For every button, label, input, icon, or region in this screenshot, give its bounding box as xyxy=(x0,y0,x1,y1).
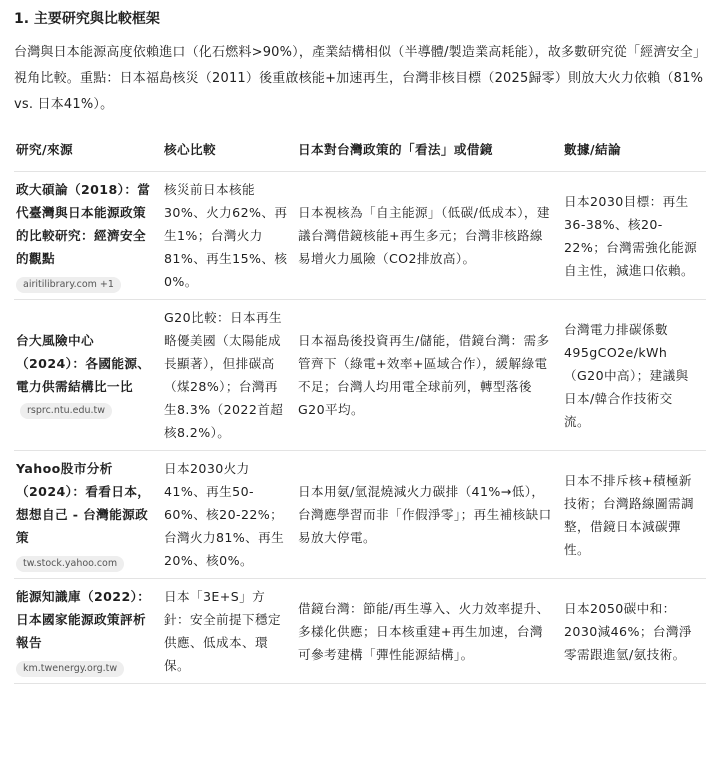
conclusion-cell: 台灣電力排碳係數495gCO2e/kWh（G20中高）；建議與日本/韓合作技術交流。 xyxy=(562,300,706,451)
study-cell xyxy=(14,300,162,451)
comparison-cell: 日本「3E+S」方針：安全前提下穩定供應、低成本、環保。 xyxy=(162,579,296,684)
header-data-conclusion: 數據/結論 xyxy=(562,132,706,172)
study-title: 台大風險中心（2024）：各國能源、電力供需結構比一比 xyxy=(16,333,151,394)
source-link[interactable]: rsprc.ntu.edu.tw xyxy=(20,403,112,419)
header-japan-view: 日本對台灣政策的「看法」或借鏡 xyxy=(296,132,562,172)
view-cell: 日本視核為「自主能源」（低碳/低成本），建議台灣借鏡核能+再生多元；台灣非核路線易增火力風險（CO2排放高）。 xyxy=(296,172,562,300)
study-cell xyxy=(14,451,162,579)
table-row xyxy=(14,579,706,684)
comparison-cell: 核災前日本核能30%、火力62%、再生1%；台灣火力81%、再生15%、核0%。 xyxy=(162,172,296,300)
conclusion-cell: 日本2030目標：再生36-38%、核20-22%；台灣需強化能源自主性，減進口依賴。 xyxy=(562,172,706,300)
header-study: 研究/來源 xyxy=(14,132,162,172)
view-cell: 日本福島後投資再生/儲能，借鏡台灣：需多管齊下（綠電+效率+區域合作），緩解綠電不足；台灣人均用電全球前列，轉型落後G20平均。 xyxy=(296,300,562,451)
view-cell: 日本用氨/氫混燒減火力碳排（41%→低），台灣應學習而非「作假淨零」；再生補核缺口易放大停電。 xyxy=(296,451,562,579)
table-row xyxy=(14,300,706,451)
study-cell xyxy=(14,172,162,300)
comparison-cell: 日本2030火力41%、再生50-60%、核20-22%；台灣火力81%、再生20%、核0%。 xyxy=(162,451,296,579)
section-title: 1. 主要研究與比較框架 xyxy=(14,11,160,27)
source-link[interactable]: airitilibrary.com +1 xyxy=(16,277,121,293)
view-cell: 借鏡台灣：節能/再生導入、火力效率提升、多樣化供應；日本核重建+再生加速，台灣可參考建構「彈性能源結構」。 xyxy=(296,579,562,684)
table-row xyxy=(14,172,706,300)
source-link[interactable]: tw.stock.yahoo.com xyxy=(16,556,124,572)
conclusion-cell: 日本不排斥核+積極新技術；台灣路線圖需調整，借鏡日本減碳彈性。 xyxy=(562,451,706,579)
comparison-cell: G20比較：日本再生略優美國（太陽能成長顯著），但排碳高（煤28%）；台灣再生8.3%（2022首超核8.2%）。 xyxy=(162,300,296,451)
intro-paragraph: 台灣與日本能源高度依賴進口（化石燃料>90%），產業結構相似（半導體/製造業高耗能），故多數研究從「經濟安全」視角比較。重點：日本福島核災（2011）後重啟核能+加速再生，台灣非核目標（2025歸零）則放大火力依賴（81% vs. 日本41%）。 xyxy=(14,45,704,112)
header-core-comparison: 核心比較 xyxy=(162,132,296,172)
study-title: Yahoo股市分析（2024）：看看日本，想想自己 - 台灣能源政策 xyxy=(16,461,151,545)
table-header-row xyxy=(14,132,706,172)
conclusion-cell: 日本2050碳中和：2030減46%；台灣淨零需跟進氫/氨技術。 xyxy=(562,579,706,684)
study-title: 能源知識庫（2022）：日本國家能源政策評析報告 xyxy=(16,589,151,650)
comparison-table xyxy=(14,132,706,684)
study-cell xyxy=(14,579,162,684)
source-link[interactable]: km.twenergy.org.tw xyxy=(16,661,124,677)
study-title: 政大碩論（2018）：當代臺灣與日本能源政策的比較研究：經濟安全的觀點 xyxy=(16,182,151,266)
table-row xyxy=(14,451,706,579)
